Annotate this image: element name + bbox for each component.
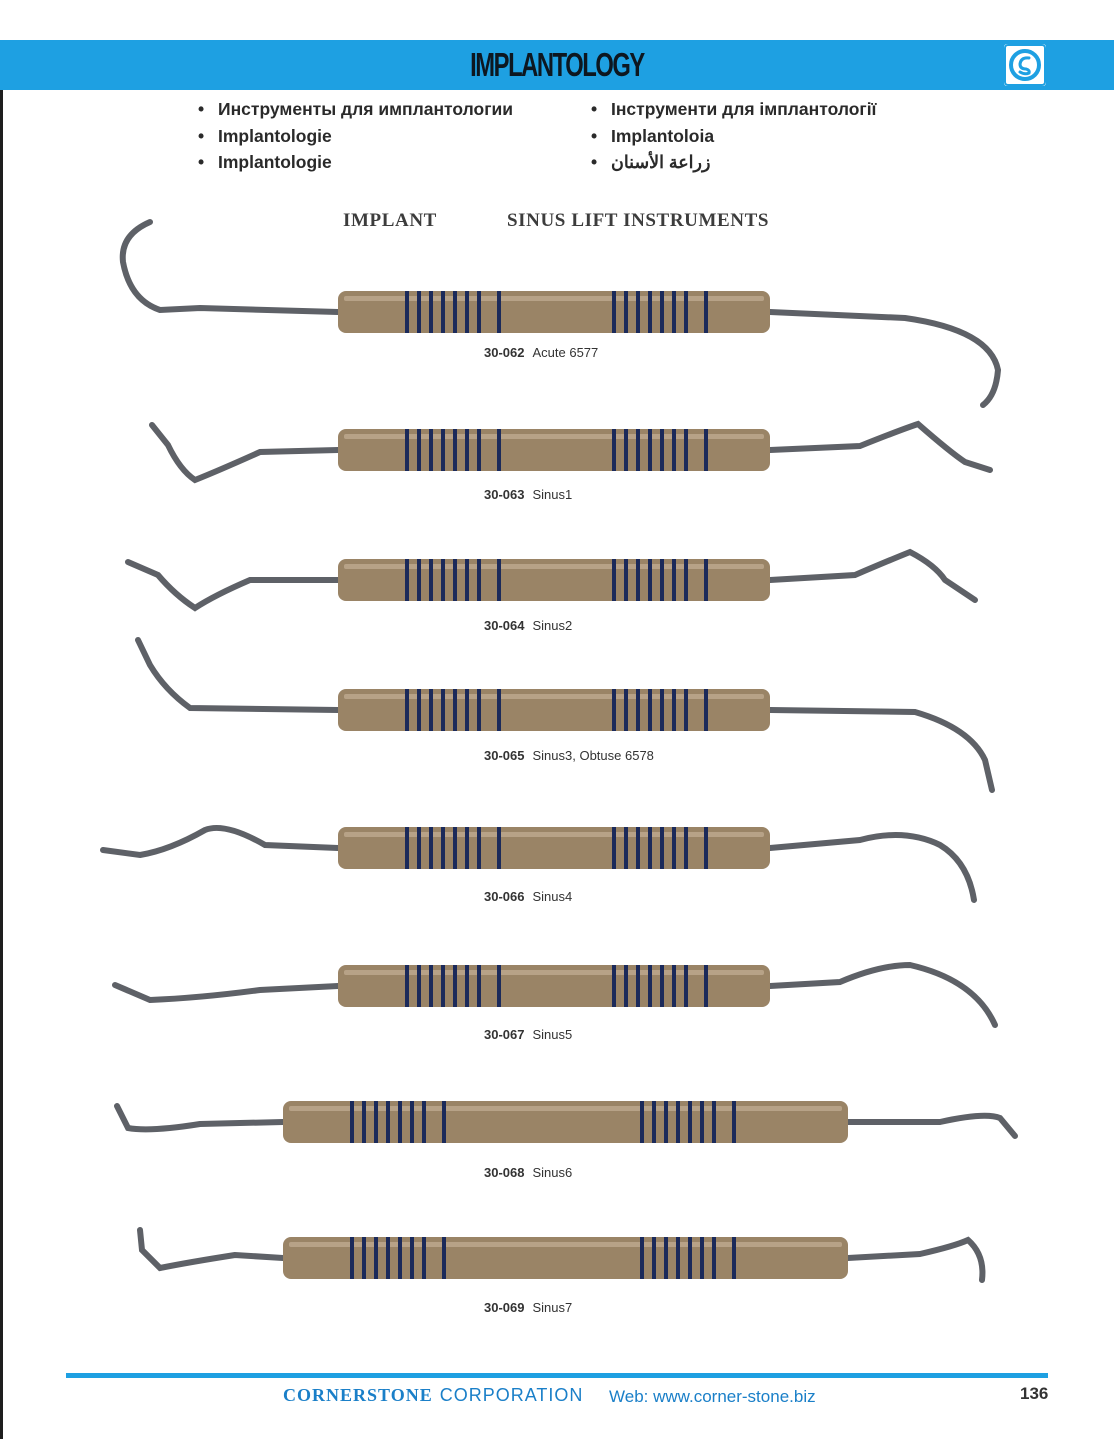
grip-ring	[676, 1237, 680, 1279]
grip-ring	[422, 1237, 426, 1279]
company-suffix: CORPORATION	[439, 1385, 584, 1405]
product-code: 30-068	[484, 1165, 525, 1180]
lang-text: Implantoloia	[611, 125, 715, 146]
grip-ring	[442, 1237, 446, 1279]
right-shaft	[848, 1240, 982, 1280]
product-code: 30-064	[484, 618, 525, 633]
product-code: 30-065	[484, 748, 525, 763]
bullet-icon: •	[591, 152, 598, 172]
grip-ring	[700, 1237, 704, 1279]
product-name: Sinus1	[532, 487, 573, 502]
grip-ring	[652, 1237, 656, 1279]
product-name: Sinus6	[532, 1165, 573, 1180]
product-code: 30-062	[484, 345, 525, 360]
lang-text: زراعة الأسنان	[611, 152, 711, 172]
footer-web-link[interactable]: Web: www.corner-stone.biz	[609, 1387, 816, 1406]
product-name: Sinus3, Obtuse 6578	[532, 748, 654, 763]
grip-ring	[350, 1237, 354, 1279]
product-code: 30-063	[484, 487, 525, 502]
company-name: CORNERSTONE	[283, 1385, 433, 1405]
lang-text: Implantologie	[218, 152, 332, 172]
product-name: Sinus2	[532, 618, 573, 633]
grip-ring	[398, 1237, 402, 1279]
bullet-icon: •	[198, 152, 205, 172]
lang-text: Инструменты для имплантологии	[218, 99, 514, 119]
product-name: Sinus5	[532, 1027, 573, 1042]
bullet-icon: •	[198, 125, 205, 146]
grip-ring	[410, 1237, 414, 1279]
heading-implant: IMPLANT	[343, 210, 437, 231]
product-name: Sinus4	[532, 889, 573, 904]
left-shaft	[140, 1230, 283, 1268]
grip-ring	[640, 1237, 644, 1279]
footer-company	[283, 1385, 583, 1406]
bullet-icon: •	[591, 99, 598, 119]
footer-rule	[66, 1373, 1048, 1378]
lang-text: Implantologie	[218, 125, 332, 146]
lang-text: Інструменти для імплантології	[611, 99, 877, 119]
bullet-icon: •	[591, 125, 598, 146]
page-number: 136	[1020, 1384, 1049, 1403]
grip-ring	[362, 1237, 366, 1279]
product-code: 30-066	[484, 889, 525, 904]
grip-ring	[688, 1237, 692, 1279]
handle-highlight	[289, 1242, 842, 1247]
bullet-icon: •	[198, 99, 205, 119]
product-name: Sinus7	[532, 1300, 573, 1315]
grip-ring	[732, 1237, 736, 1279]
grip-ring	[374, 1237, 378, 1279]
heading-sinus-lift: SINUS LIFT INSTRUMENTS	[507, 210, 770, 231]
caption	[484, 1300, 572, 1315]
product-code: 30-067	[484, 1027, 525, 1042]
grip-ring	[712, 1237, 716, 1279]
product-code: 30-069	[484, 1300, 525, 1315]
grip-ring	[664, 1237, 668, 1279]
product-name: Acute 6577	[532, 345, 599, 360]
page-title: IMPLANTOLOGY	[470, 46, 644, 83]
grip-ring	[386, 1237, 390, 1279]
